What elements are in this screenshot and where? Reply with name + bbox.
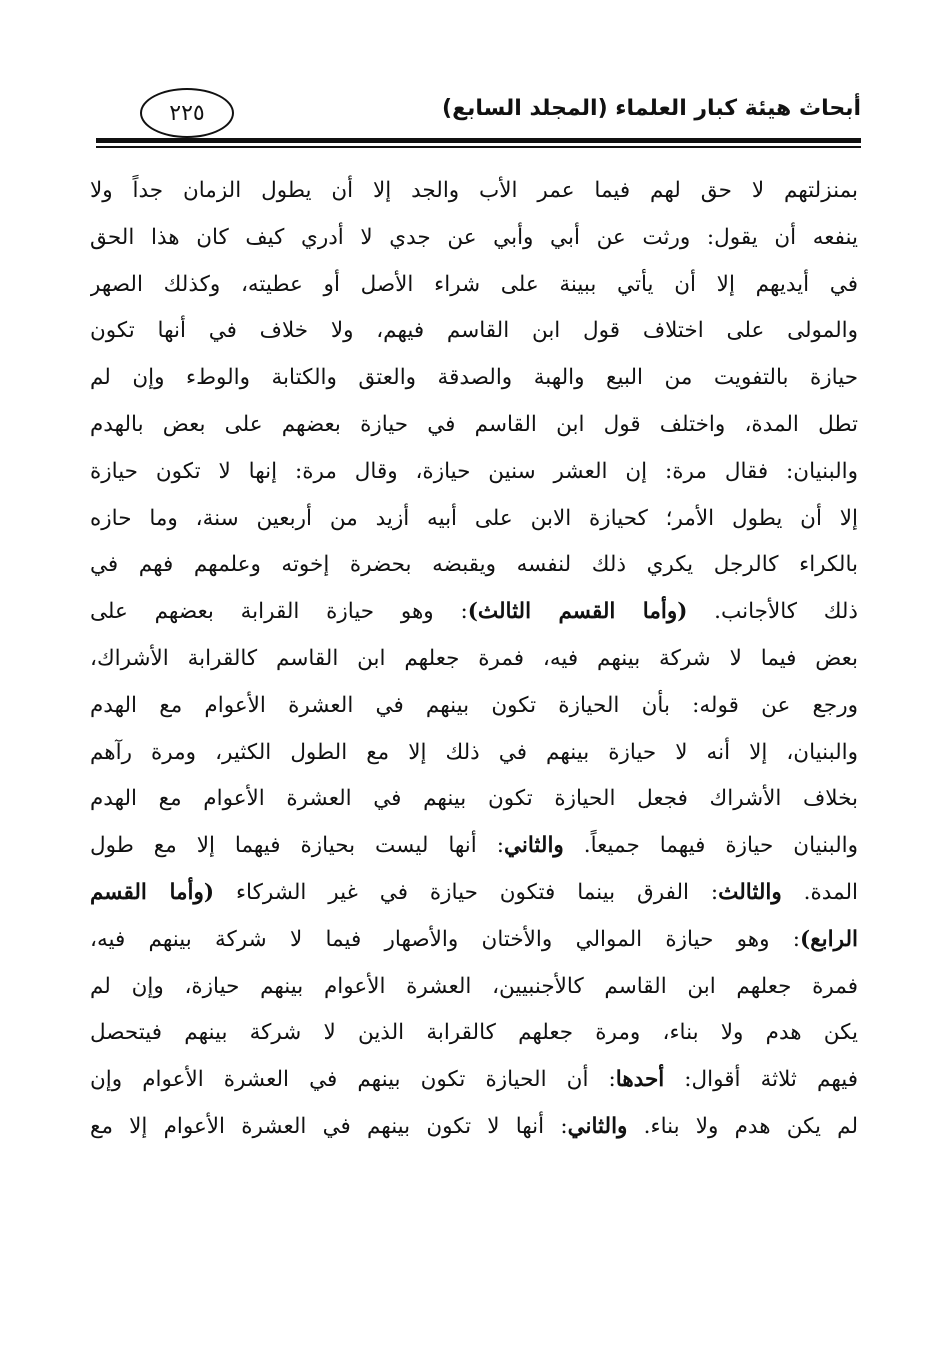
- body-text: [90, 168, 858, 1151]
- bold-heading-text: (وأما القسم الثالث): [467, 599, 688, 625]
- text-segment: : الفرق بينما فتكون حيازة في غير الشركاء: [214, 879, 719, 905]
- text-segment: ذلك كالأجانب.: [687, 599, 858, 625]
- text-line: [90, 1010, 858, 1057]
- text-segment: والبنيان، إلا أنه لا حيازة بينهم في ذلك إلا مع الطول الكثير، ومرة رآهم: [90, 739, 858, 765]
- text-segment: في أيديهم إلا أن يأتي ببينة على شراء الأصل أو عطيته، وكذلك الصهر: [90, 271, 858, 297]
- bold-heading-text: الرابع): [800, 926, 858, 952]
- text-segment: فيهم ثلاثة أقوال:: [664, 1067, 858, 1093]
- text-line: [90, 402, 858, 449]
- text-line: [90, 964, 858, 1011]
- text-segment: المدة.: [781, 879, 858, 905]
- page-number: ٢٢٥: [140, 88, 234, 138]
- text-line: [90, 917, 858, 964]
- text-segment: والبنيان حيازة فيهما جميعاً.: [563, 833, 858, 859]
- bold-heading-text: (وأما القسم: [90, 879, 215, 905]
- text-line: [90, 589, 858, 636]
- text-line: [90, 168, 858, 215]
- text-segment: بالكراء كالرجل يكري ذلك لنفسه ويقبضه بحضرة إخوته وعلمهم فهم في: [90, 552, 858, 578]
- text-line: [90, 308, 858, 355]
- text-segment: يكن هدم ولا بناء، ومرة جعلهم كالقرابة الذين لا شركة بينهم فيتحصل: [90, 1020, 858, 1046]
- text-line: [90, 1057, 858, 1104]
- text-segment: فمرة جعلهم ابن القاسم كالأجنبيين، العشرة الأعوام بينهم حيازة، وإن لم: [90, 973, 858, 999]
- bold-heading-text: والثالث: [718, 879, 782, 905]
- bold-heading-text: والثاني: [503, 833, 564, 859]
- text-segment: إلا أن يطول الأمر؛ كحيازة الابن على أبيه أزيد من أربعين سنة، وما حازه: [90, 505, 858, 531]
- text-line: [90, 262, 858, 309]
- text-segment: تطل المدة، واختلف قول ابن القاسم في حيازة بعضهم على بعض بالهدم: [90, 411, 858, 437]
- text-line: [90, 870, 858, 917]
- text-segment: : وهو حيازة الموالي والأختان والأصهار فيما لا شركة بينهم فيه،: [90, 926, 801, 952]
- text-line: [90, 449, 858, 496]
- text-line: [90, 730, 858, 777]
- text-line: [90, 1104, 858, 1151]
- running-title: أبحاث هيئة كبار العلماء (المجلد السابع): [442, 96, 861, 121]
- text-segment: : وهو حيازة القرابة بعضهم على: [90, 599, 468, 625]
- text-segment: ينفعه أن يقول: ورثت عن أبي وأبي عن جدي لا أدري كيف كان هذا الحق: [90, 224, 858, 250]
- text-line: [90, 355, 858, 402]
- text-segment: لم يكن هدم ولا بناء.: [627, 1113, 858, 1139]
- text-line: [90, 215, 858, 262]
- bold-heading-text: والثاني: [567, 1113, 628, 1139]
- text-segment: : أنها ليست بحيازة فيهما إلا مع طول: [90, 833, 504, 859]
- text-segment: والمولى على اختلاف قول ابن القاسم فيهم، ولا خلاف في أنها تكون: [90, 318, 858, 344]
- text-line: [90, 636, 858, 683]
- text-segment: : أن الحيازة تكون بينهم في العشرة الأعوام وإن: [90, 1067, 616, 1093]
- text-segment: : أنها لا تكون بينهم في العشرة الأعوام إلا مع: [90, 1113, 568, 1139]
- text-line: [90, 823, 858, 870]
- text-line: [90, 776, 858, 823]
- text-segment: حيازة بالتفويت من البيع والهبة والصدقة والعتق والكتابة والوطء وإن لم: [90, 365, 858, 391]
- text-segment: والبنيان: فقال مرة: إن العشر سنين حيازة، وقال مرة: إنها لا تكون حيازة: [90, 458, 858, 484]
- text-segment: بمنزلتهم لا حق لهم فيما عمر الأب والجد إلا أن يطول الزمان جداً ولا: [90, 178, 858, 203]
- bold-heading-text: أحدها: [615, 1067, 665, 1093]
- text-line: [90, 542, 858, 589]
- text-line: [90, 683, 858, 730]
- text-segment: ورجع عن قوله: بأن الحيازة تكون بينهم في العشرة الأعوام مع الهدم: [90, 692, 858, 718]
- header-rule-thin: [96, 146, 861, 148]
- text-line: [90, 496, 858, 543]
- text-segment: بعض فيما لا شركة بينهم فيه، فمرة جعلهم ابن القاسم كالقرابة الأشراك،: [90, 645, 858, 671]
- text-segment: بخلاف الأشراك فجعل الحيازة تكون بينهم في العشرة الأعوام مع الهدم: [90, 786, 858, 812]
- header-rule-thick: [96, 138, 861, 143]
